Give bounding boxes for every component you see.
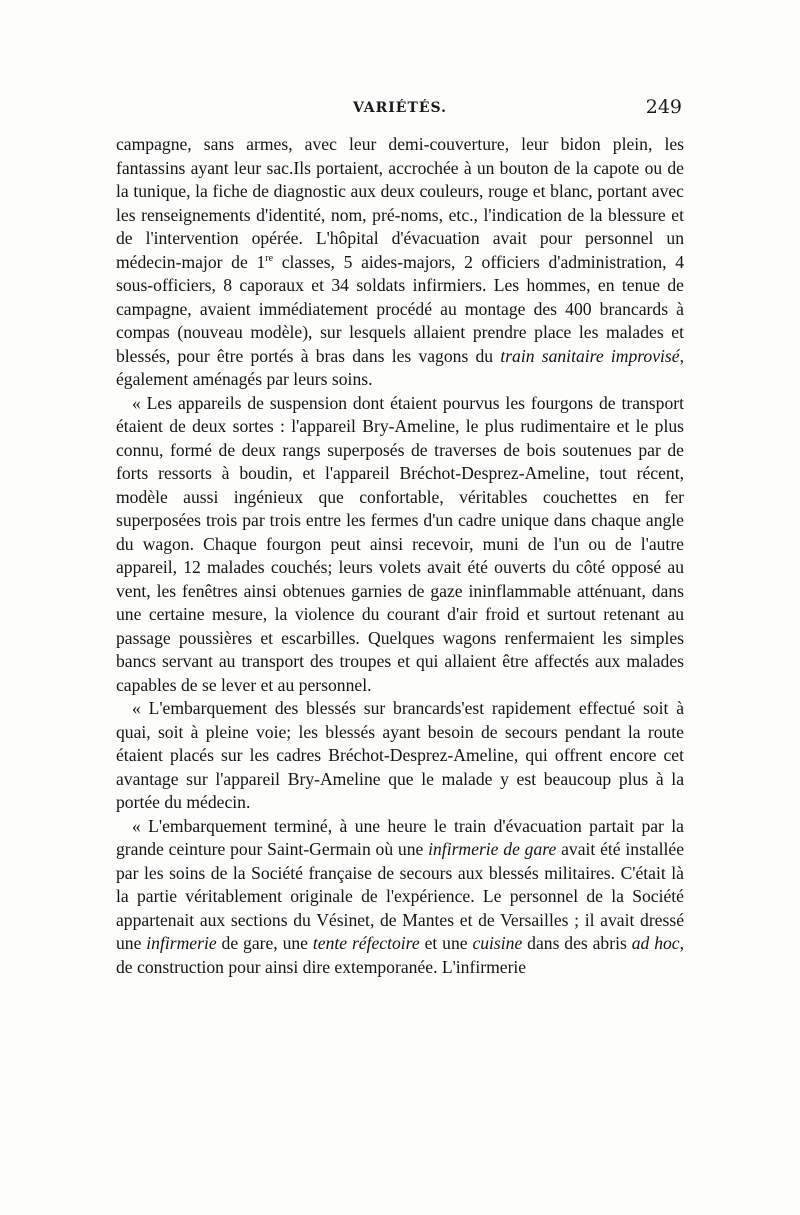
text-run: « L'embarquement des blessés sur brancards'est rapidement effectué soit à quai, soit à pleine voie; les blessés ayant besoin de secours pendant la route étaient placés sur les cadres Bréchot-Desprez-Ameline, qui offrent encore cet avantage sur l'appareil Bry-Ameline que le malade y est beaucoup plus à la portée du médecin. xyxy=(116,698,684,812)
italic-phrase: infirmerie de gare xyxy=(428,839,557,859)
paragraph xyxy=(116,815,684,980)
body-text xyxy=(116,133,684,979)
text-run: « Les appareils de suspension dont étaient pourvus les fourgons de transport étaient de deux sortes : l'appareil Bry-Ameline, le plus rudimentaire et le plus connu, formé de deux rangs superposés de traverses de bois soutenues par de forts ressorts à boudin, et l'appareil Bréchot-Desprez-Ameline, tout récent, modèle aussi ingénieux que confortable, véritables couchettes en fer superposées trois par trois entre les fermes d'un cadre unique dans chaque angle du wagon. Chaque fourgon peut ainsi recevoir, muni de l'un ou de l'autre appareil, 12 malades couchés; leurs volets avait été ouverts du côté opposé au vent, les fenêtres ainsi obtenues garnies de gaze ininflammable atténuant, dans une certaine mesure, la violence du courant d'air froid et surtout retenant au passage poussières et escarbilles. Quelques wagons renfermaient les simples bancs servant au transport des troupes et qui allaient être affectés aux malades capables de se lever et au personnel. xyxy=(116,392,684,695)
text-run: , également aménagés par leurs soins. xyxy=(116,345,684,389)
text-run: , de construction pour ainsi dire extemporanée. L'infirmerie xyxy=(116,933,685,977)
paragraph xyxy=(116,133,684,392)
paragraph xyxy=(116,392,684,698)
text-run: de gare, une xyxy=(216,933,313,953)
text-run: classes, 5 aides-majors, 2 officiers d'administration, 4 sous-officiers, 8 caporaux et 34 soldats infirmiers. Les hommes, en tenue de campagne, avaient immédiatement procédé au montage des 400 brancards à compas (nouveau modèle), sur lesquels allaient prendre place les malades et blessés, pour être portés à bras dans les vagons du xyxy=(116,251,684,366)
page-header xyxy=(116,96,684,126)
italic-phrase: train sanitaire improvisé xyxy=(500,345,680,366)
text-run: avait été installée par les soins de la Société française de secours aux blessés militaires. C'était là la partie véritablement originale de l'expérience. Le personnel de la Société appartenait aux sections du Vésinet, de Mantes et de Versailles ; il avait dressé une xyxy=(116,839,685,953)
italic-phrase: cuisine xyxy=(472,933,523,953)
paragraph xyxy=(116,697,684,815)
text-run: « L'embarquement terminé, à une heure le train d'évacuation partait par la grande ceinture pour Saint-Germain où une xyxy=(116,815,684,859)
page-number: 249 xyxy=(645,96,682,118)
italic-phrase: tente réfectoire xyxy=(312,933,420,953)
italic-phrase: infirmerie xyxy=(146,933,217,953)
text-run: et une xyxy=(419,933,473,953)
running-title: VARIÉTÉS. xyxy=(352,100,448,116)
italic-phrase: ad hoc xyxy=(631,933,680,953)
text-run: campagne, sans armes, avec leur demi-couverture, leur bidon plein, les fantassins ayant leur sac.Ils portaient, accrochée à un bouton de la capote ou de la tunique, la fiche de diagnostic aux deux couleurs, rouge et blanc, portant avec les renseignements d'identité, nom, pré-noms, etc., l'indication de la blessure et de l'intervention opérée. L'hôpital d'évacuation avait pour personnel un médecin-major de 1 xyxy=(116,134,684,272)
text-run: dans des abris xyxy=(522,933,632,953)
superscript: re xyxy=(265,252,274,264)
